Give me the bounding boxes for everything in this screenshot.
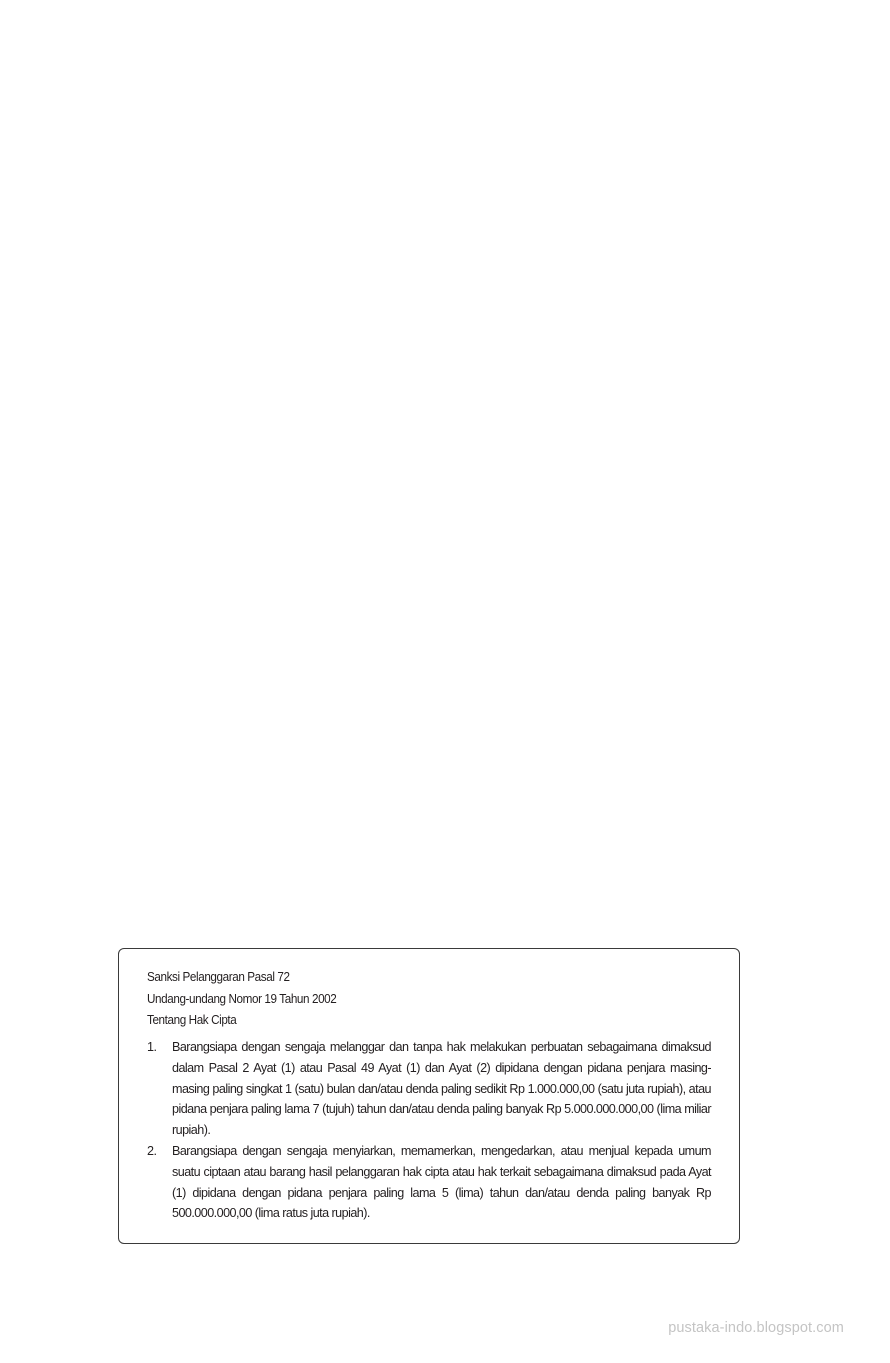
sanction-item-text: Barangsiapa dengan sengaja melanggar dan tanpa hak melakukan perbuatan sebagaimana dimaksud dalam Pasal 2 Ayat (1) atau Pasal 49 Ayat (1) dan Ayat (2) dipidana dengan pidana penjara masing-masing paling singkat 1 (satu) bulan dan/atau denda paling sedikit Rp 1.000.000,00 (satu juta rupiah), atau pidana penjara paling lama 7 (tujuh) tahun dan/atau denda paling banyak Rp 5.000.000.000,00 (lima miliar rupiah).: [172, 1040, 711, 1138]
sanction-item-number: 1.: [147, 1040, 157, 1054]
sanction-item-text: Barangsiapa dengan sengaja menyiarkan, memamerkan, mengedarkan, atau menjual kepada umum suatu ciptaan atau barang hasil pelanggaran hak cipta atau hak terkait sebagaimana dimaksud pada Ayat (1) dipidana dengan pidana penjara paling lama 5 (lima) tahun dan/atau denda paling banyak Rp 500.000.000,00 (lima ratus juta rupiah).: [172, 1143, 711, 1221]
sanction-item: [147, 1141, 711, 1224]
notice-law-reference: Undang-undang Nomor 19 Tahun 2002: [147, 990, 337, 1006]
sanction-item: [147, 1037, 711, 1141]
sanction-list: [147, 1037, 711, 1224]
watermark-text: pustaka-indo.blogspot.com: [668, 1320, 844, 1336]
copyright-sanction-notice: [118, 948, 740, 1244]
notice-title: Sanksi Pelanggaran Pasal 72: [147, 969, 290, 984]
sanction-item-number: 2.: [147, 1143, 157, 1158]
notice-subject: Tentang Hak Cipta: [147, 1012, 237, 1027]
notice-header: [147, 966, 336, 1031]
